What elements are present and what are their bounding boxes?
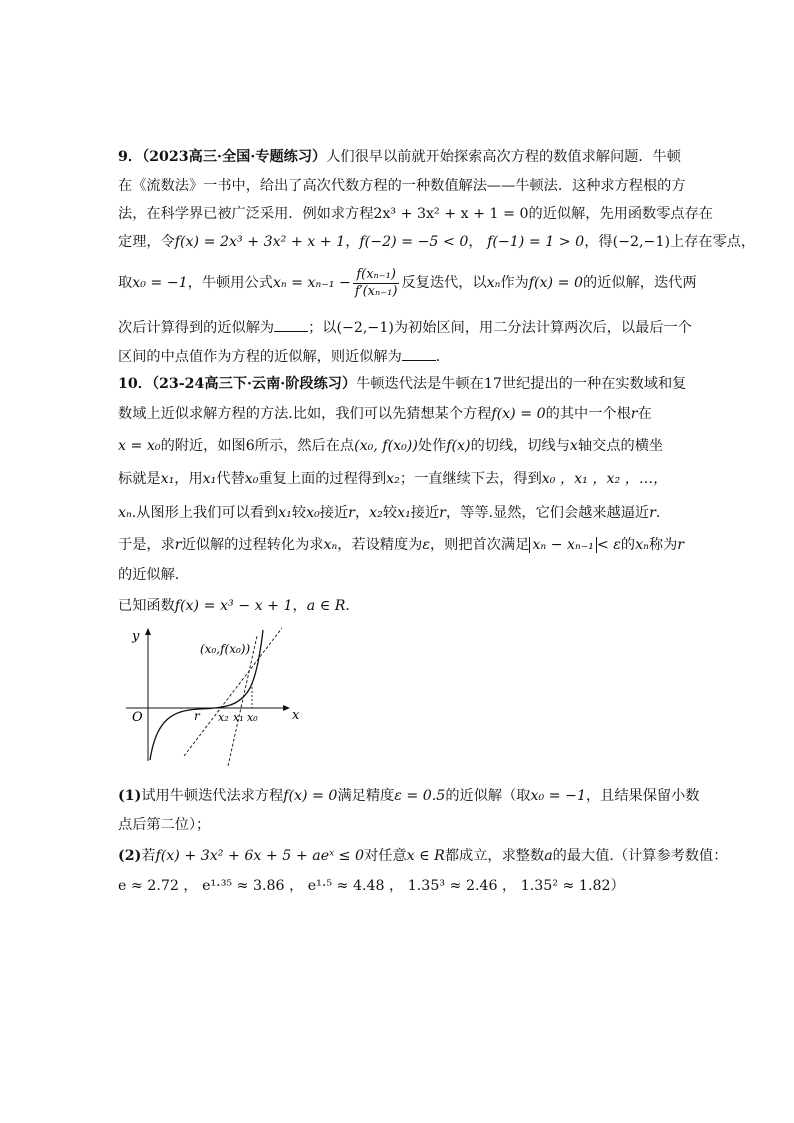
q10-r: r <box>630 406 638 422</box>
q10-text: 代替 <box>216 471 245 487</box>
q10-text: 满足精度 <box>337 788 395 804</box>
q10-text: ；一直继续下去，得到 <box>399 471 542 487</box>
q10-a-domain: a ∈ R <box>306 598 346 614</box>
q10-text: 已知函数 <box>118 598 175 614</box>
q10-equation: x = x₀ <box>118 438 161 454</box>
origin-label: O <box>132 710 143 725</box>
q9-text: 在《流数法》一书中，给出了高次代数方程的一种数值解法——牛顿法．这种求方程根的方 <box>118 178 686 194</box>
q9-text: 的近似解，迭代两 <box>583 275 697 291</box>
q10-line-2 <box>118 404 678 424</box>
q10-a: a <box>544 848 553 864</box>
q10-line-6 <box>118 535 685 555</box>
q10-text: 的附近，如图6所示，然后在点 <box>160 438 355 454</box>
q9-source: （2023高三·全国·专题练习） <box>142 149 327 165</box>
q9-line-5 <box>118 266 697 300</box>
figure-svg <box>120 626 305 766</box>
q9-line-6 <box>118 318 692 338</box>
q9-line-2 <box>118 176 686 196</box>
q9-text: 取 <box>118 275 133 291</box>
q9-line-4: 定理，令f(x) = 2x³ + 3x² + x + 1，f(−2) = −5 < 0， f(−1) = 1 > 0，得(−2,−1)上存在零点， <box>118 234 756 250</box>
q10-text: 较 <box>382 505 398 521</box>
q10-part2-line-1 <box>118 846 728 866</box>
q10-text: . <box>655 505 661 521</box>
q10-inequality: f(x) + 3x² + 6x + 5 + aeˣ ≤ 0 <box>155 848 365 864</box>
q9-function: f(x) = 2x³ + 3x² + x + 1 <box>174 234 346 250</box>
q10-text: 对任意 <box>364 848 407 864</box>
q10-text: 试用牛顿迭代法求方程 <box>141 788 284 804</box>
q10-text: 接近 <box>410 505 440 521</box>
q9-text: 次后计算得到的近似解为 <box>118 320 275 336</box>
x-axis-label: x <box>292 708 300 723</box>
newton-method-figure <box>120 626 305 766</box>
q10-r: r <box>439 505 446 521</box>
q10-text: 称为 <box>648 537 678 553</box>
q10-xn: xₙ <box>118 505 132 521</box>
q9-text: 区间的中点值作为方程的近似解，则近似解为 <box>118 349 402 365</box>
q10-text: ，等等.显然，它们会越来越逼近 <box>445 505 650 521</box>
q10-line-8 <box>118 596 678 616</box>
x1-label: x₁ <box>233 711 244 724</box>
q9-line-1 <box>118 147 681 167</box>
q10-x: x <box>569 438 578 454</box>
q9-text: 人们很早以前就开始探索高次方程的数值求解问题．牛顿 <box>326 149 681 165</box>
q9-text: 上存在零点， <box>670 234 756 250</box>
q10-text: 较 <box>291 505 307 521</box>
q10-text: 若 <box>141 848 156 864</box>
q10-x1: x₁ <box>278 505 292 521</box>
q9-interval: (−2,−1) <box>612 234 671 250</box>
q10-x2: x₂ <box>369 505 383 521</box>
q10-text: 标就是 <box>118 471 161 487</box>
q10-x0: x₀ = −1 <box>530 788 586 804</box>
q9-text: ． <box>435 349 450 365</box>
q10-line-5 <box>118 503 678 523</box>
q9-text: ，牛顿用公式 <box>187 275 273 291</box>
q10-text: 接近 <box>319 505 349 521</box>
q10-number: 10． <box>118 376 152 392</box>
q10-text: 的切线，切线与 <box>470 438 570 454</box>
q10-precision: ε = 0.5 <box>394 788 446 804</box>
fraction-numerator: f(xₙ₋₁) <box>353 267 400 284</box>
answer-blank-1[interactable] <box>274 319 308 332</box>
q10-text: 牛顿迭代法是牛顿在17世纪提出的一种在实数域和复 <box>356 376 687 392</box>
part-2-number: (2) <box>118 848 142 864</box>
q9-text: 作为 <box>500 275 529 291</box>
fraction-denominator: f′(xₙ₋₁) <box>354 283 398 299</box>
q10-r: r <box>677 537 685 553</box>
q10-r: r <box>348 505 355 521</box>
q10-text: 处作 <box>417 438 447 454</box>
q10-text: 近似解的过程转化为求 <box>181 537 324 553</box>
q10-r: r <box>174 537 182 553</box>
q10-function: f(x) = x³ − x + 1 <box>174 598 293 614</box>
q10-r: r <box>649 505 656 521</box>
q9-line-3 <box>118 204 713 224</box>
q10-text: 重复上面的过程得到 <box>258 471 387 487</box>
tangent-point-label: (x₀,f(x₀)) <box>200 642 251 656</box>
x2-label: x₂ <box>218 711 229 724</box>
q10-part1-line-2 <box>118 815 678 835</box>
q9-interval: (−2,−1) <box>336 320 394 336</box>
q10-x1: x₁ <box>160 471 175 487</box>
q9-newton-fraction <box>353 267 400 300</box>
q9-equation: f(x) = 0 <box>528 275 583 291</box>
x-axis-arrow <box>283 705 290 711</box>
q10-text: 都成立，求整数 <box>444 848 545 864</box>
q10-equation: f(x) = 0 <box>283 788 338 804</box>
q10-xn: xₙ <box>635 537 649 553</box>
y-axis-label: y <box>132 629 140 644</box>
q10-line-7 <box>118 565 678 585</box>
q10-x-domain: x ∈ R <box>406 848 445 864</box>
y-axis-arrow <box>145 628 151 635</box>
q10-line-3 <box>118 436 678 456</box>
q10-reference-values: e ≈ 2.72 ， e¹·³⁵ ≈ 3.86 ， e¹·⁵ ≈ 4.48 ， 1.35³ ≈ 2.46 ， 1.35² ≈ 1.82） <box>118 878 625 894</box>
q10-abs-diff: xₙ − xₙ₋₁ <box>529 537 597 553</box>
q9-text: 法，在科学界已被广泛采用．例如求方程 <box>118 206 374 222</box>
q10-xn: xₙ <box>323 537 338 553</box>
q9-text: 的近似解，先用函数零点存在 <box>528 206 713 222</box>
q10-text: 轴交点的横坐 <box>577 438 664 454</box>
q10-source: （23-24高三下·云南·阶段练习） <box>151 376 357 392</box>
q10-equation: f(x) = 0 <box>491 406 546 422</box>
q10-text: .从图形上我们可以看到 <box>131 505 279 521</box>
q9-text: 为初始区间，用二分法计算两次后，以最后一个 <box>393 320 692 336</box>
q10-epsilon: ε <box>422 537 430 553</box>
q9-value-1: f(−2) = −5 < 0 <box>359 234 469 250</box>
q10-text: ． <box>345 598 360 614</box>
q10-line-1 <box>118 374 687 394</box>
q9-number: 9． <box>118 149 143 165</box>
q9-text: 定理，令 <box>118 234 175 250</box>
q10-text: ，则把首次满足 <box>429 537 530 553</box>
q10-text: ， <box>354 505 370 521</box>
q9-text: ，得 <box>584 234 613 250</box>
q10-text: ，用 <box>174 471 203 487</box>
q10-function: f(x) <box>446 438 471 454</box>
q10-text: 的 <box>620 537 636 553</box>
q9-xn: xₙ <box>486 275 501 291</box>
q10-x1: x₁ <box>202 471 217 487</box>
part-1-number: (1) <box>118 788 142 804</box>
q10-part2-line-2 <box>118 876 678 896</box>
q10-text: 于是，求 <box>118 537 175 553</box>
q10-x1: x₁ <box>397 505 411 521</box>
answer-blank-2[interactable] <box>402 348 436 361</box>
q10-point: (x₀, f(x₀)) <box>354 438 418 454</box>
q9-text: 反复迭代，以 <box>401 275 487 291</box>
q10-x2: x₂ <box>386 471 400 487</box>
q10-text: ， <box>292 598 307 614</box>
q10-text: 数域上近似求解方程的方法.比如，我们可以先猜想某个方程 <box>118 406 492 422</box>
q10-text: 点后第二位）； <box>118 817 211 833</box>
q9-equation: 2x³ + 3x² + x + 1 = 0 <box>373 206 529 222</box>
q10-text: 的近似解（取 <box>445 788 531 804</box>
q10-line-4 <box>118 469 678 489</box>
x0-label: x₀ <box>247 711 258 724</box>
q10-text: ，若设精度为 <box>337 537 423 553</box>
root-r-label: r <box>194 709 200 723</box>
q10-text: 在 <box>637 406 652 422</box>
q10-lt-eps: < ε <box>596 537 621 553</box>
q10-x0: x₀ <box>244 471 259 487</box>
q10-x0: x₀ <box>306 505 320 521</box>
q9-value-2: f(−1) = 1 > 0 <box>487 234 585 250</box>
q9-formula: xₙ = xₙ₋₁ − <box>272 275 351 291</box>
q9-x0: x₀ = −1 <box>132 275 188 291</box>
q10-text: ，且结果保留小数 <box>585 788 700 804</box>
q10-part1-line-1 <box>118 786 700 806</box>
q10-text: 的其中一个根 <box>545 406 631 422</box>
q10-sequence: x₀ ，x₁ ，x₂ ，…， <box>541 471 668 487</box>
q9-line-7 <box>118 347 678 367</box>
q10-text: 的最大值.（计算参考数值： <box>552 848 728 864</box>
q10-text: 的近似解. <box>118 567 180 583</box>
q9-text: ；以 <box>308 320 337 336</box>
